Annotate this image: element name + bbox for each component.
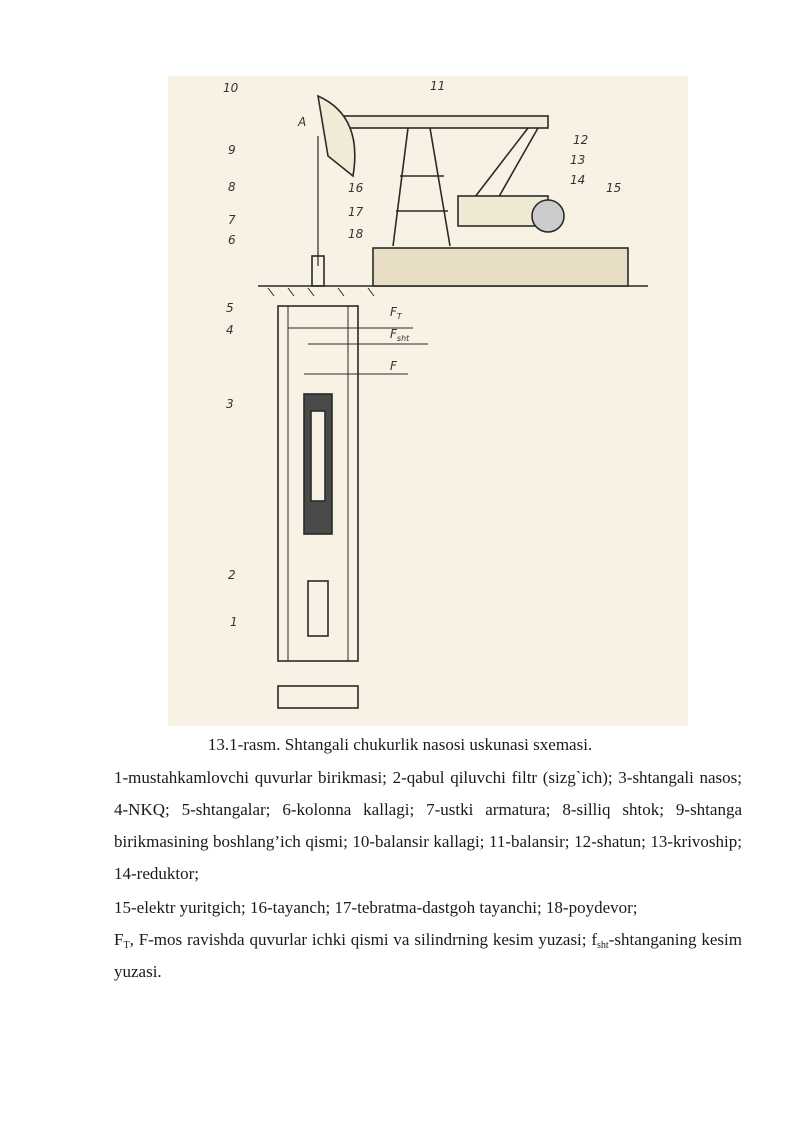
label-fsht: $F_{sht}$	[390, 327, 410, 343]
label-15: 15	[606, 181, 622, 195]
horse-head	[318, 96, 355, 176]
ft-subscript: T	[123, 940, 130, 951]
label-13: 13	[570, 153, 586, 167]
label-1: 1	[230, 615, 238, 629]
electric-motor	[532, 200, 564, 232]
pump-diagram	[168, 76, 688, 726]
label-5: 5	[226, 301, 234, 315]
samson-post	[393, 128, 450, 246]
legend-paragraph-3	[114, 924, 742, 988]
label-7: 7	[228, 213, 236, 227]
fsht-subscript: sht	[597, 940, 609, 951]
figure-caption: 13.1-rasm. Shtangali chukurlik nasosi uskunasi sxemasi.	[207, 735, 593, 754]
foundation	[373, 248, 628, 286]
label-8: 8	[228, 180, 236, 194]
label-4: 4	[226, 323, 234, 337]
pump-diagram-figure	[168, 76, 688, 726]
legend-paragraph-1: 1-mustahkamlovchi quvurlar birikmasi; 2-qabul qiluvchi filtr (sizg`ich); 3-shtangali nasos; 4-NKQ; 5-shtangalar; 6-kolonna kallagi; 7-ustki armatura; 8-silliq shtok; 9-shtanga birikmasining boshlang’ich qismi; 10-balansir kallagi; 11-balansir; 12-shatun; 13-krivoship; 14-reduktor;	[114, 768, 742, 883]
ft-symbol: F	[114, 930, 124, 949]
casing-section	[278, 686, 358, 708]
label-18: 18	[348, 227, 364, 241]
label-3: 3	[226, 397, 234, 411]
ground-hatch	[268, 288, 374, 296]
label-14: 14	[570, 173, 586, 187]
label-f: F	[390, 359, 397, 373]
label-ft: $F_T$	[390, 305, 402, 321]
label-6: 6	[228, 233, 236, 247]
label-16: 16	[348, 181, 364, 195]
legend-paragraph-2: 15-elektr yuritgich; 16-tayanch; 17-tebratma-dastgoh tayanchi; 18-poydevor;	[114, 898, 638, 917]
pitman-arm	[468, 128, 528, 206]
label-17: 17	[348, 205, 364, 219]
label-12: 12	[573, 133, 589, 147]
label-11: 11	[430, 79, 446, 93]
pump-barrel	[311, 411, 325, 501]
label-10: 10	[223, 81, 239, 95]
label-a: A	[298, 115, 307, 129]
label-2: 2	[228, 568, 236, 582]
legend-line3-text: , F-mos ravishda quvurlar ichki qismi va silindrning kesim yuzasi; f	[129, 930, 598, 949]
legend-line3-end: -shtanganing kesim yuzasi.	[114, 930, 742, 981]
intake-filter	[308, 581, 328, 636]
label-9: 9	[228, 143, 236, 157]
balancer-beam	[343, 116, 548, 128]
